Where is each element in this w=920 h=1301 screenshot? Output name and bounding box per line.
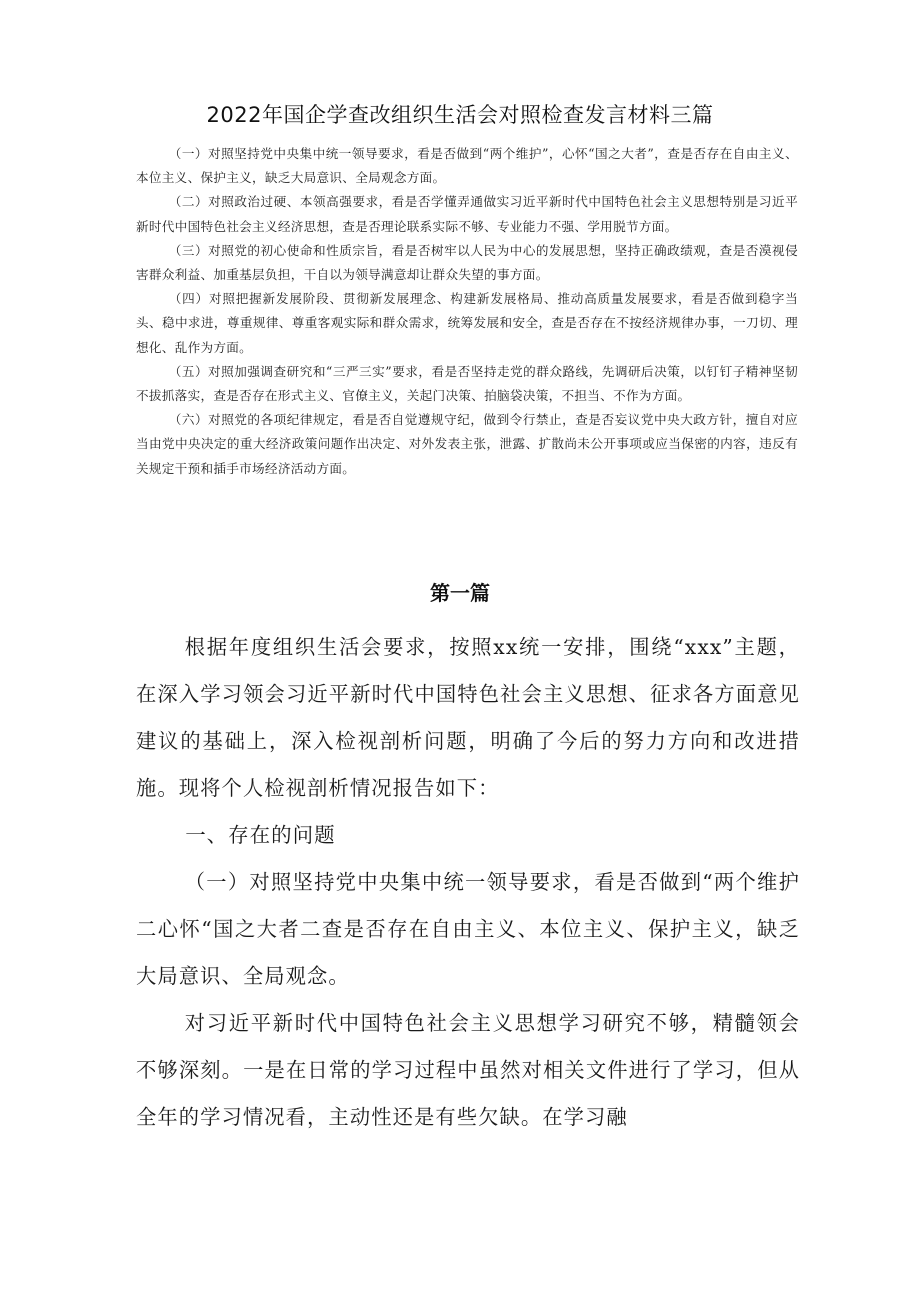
section-title: 第一篇 <box>430 581 490 605</box>
body-paragraph: （一）对照坚持党中央集中统一领导要求，看是否做到“两个维护二心怀“国之大者二查是否存在自由主义、本位主义、保护主义，缺乏大局意识、全局观念。 <box>136 870 800 988</box>
intro-item: （五）对照加强调查研究和“三严三实”要求，看是否坚持走党的群众路线，先调研后决策，以钉钉子精神坚韧不拔抓落实，查是否存在形式主义、官僚主义，关起门决策、拍脑袋决策，不担当、不作为方面。 <box>136 363 798 404</box>
intro-item: （三）对照党的初心使命和性质宗旨，看是否树牢以人民为中心的发展思想，坚持正确政绩观，查是否漠视侵害群众利益、加重基层负担，干自以为领导满意却让群众失望的事方面。 <box>136 242 798 283</box>
intro-item: （一）对照坚持党中央集中统一领导要求，看是否做到“两个维护”，心怀“国之大者”，查是否存在自由主义、本位主义、保护主义，缺乏大局意识、全局观念方面。 <box>136 146 798 186</box>
body-text <box>136 624 800 1141</box>
intro-item: （六）对照党的各项纪律规定，看是否自觉遵规守纪，做到令行禁止，查是否妄议党中央大政方针，擅自对应当由党中央决定的重大经济政策问题作出决定、对外发表主张，泄露、扩散尚未公开事项或应当保密的内容，违反有关规定干预和插手市场经济活动方面。 <box>136 412 798 476</box>
intro-item: （四）对照把握新发展阶段、贯彻新发展理念、构建新发展格局、推动高质量发展要求，看是否做到稳字当头、稳中求进，尊重规律、尊重客观实际和群众需求，统筹发展和安全，查是否存在不按经济规律办事，一刀切、理想化、乱作为方面。 <box>136 291 798 355</box>
subheading: 一、存在的问题 <box>185 823 336 847</box>
intro-item: （二）对照政治过硬、本领高强要求，看是否学懂弄通做实习近平新时代中国特色社会主义思想特别是习近平新时代中国特色社会主义经济思想，查是否理论联系实际不够、专业能力不强、学用脱节方面。 <box>136 194 798 234</box>
intro-checklist <box>136 142 798 481</box>
document-title: 2022年国企学查改组织生活会对照检查发言材料三篇 <box>206 103 714 127</box>
body-paragraph: 根据年度组织生活会要求，按照xx统一安排，围绕“xxx”主题，在深入学习领会习近平新时代中国特色社会主义思想、征求各方面意见建议的基础上，深入检视剖析问题，明确了今后的努力方向和改进措施。现将个人检视剖析情况报告如下： <box>136 635 800 800</box>
body-paragraph: 对习近平新时代中国特色社会主义思想学习研究不够，精髓领会不够深刻。一是在日常的学习过程中虽然对相关文件进行了学习，但从全年的学习情况看，主动性还是有些欠缺。在学习融 <box>136 1011 800 1129</box>
